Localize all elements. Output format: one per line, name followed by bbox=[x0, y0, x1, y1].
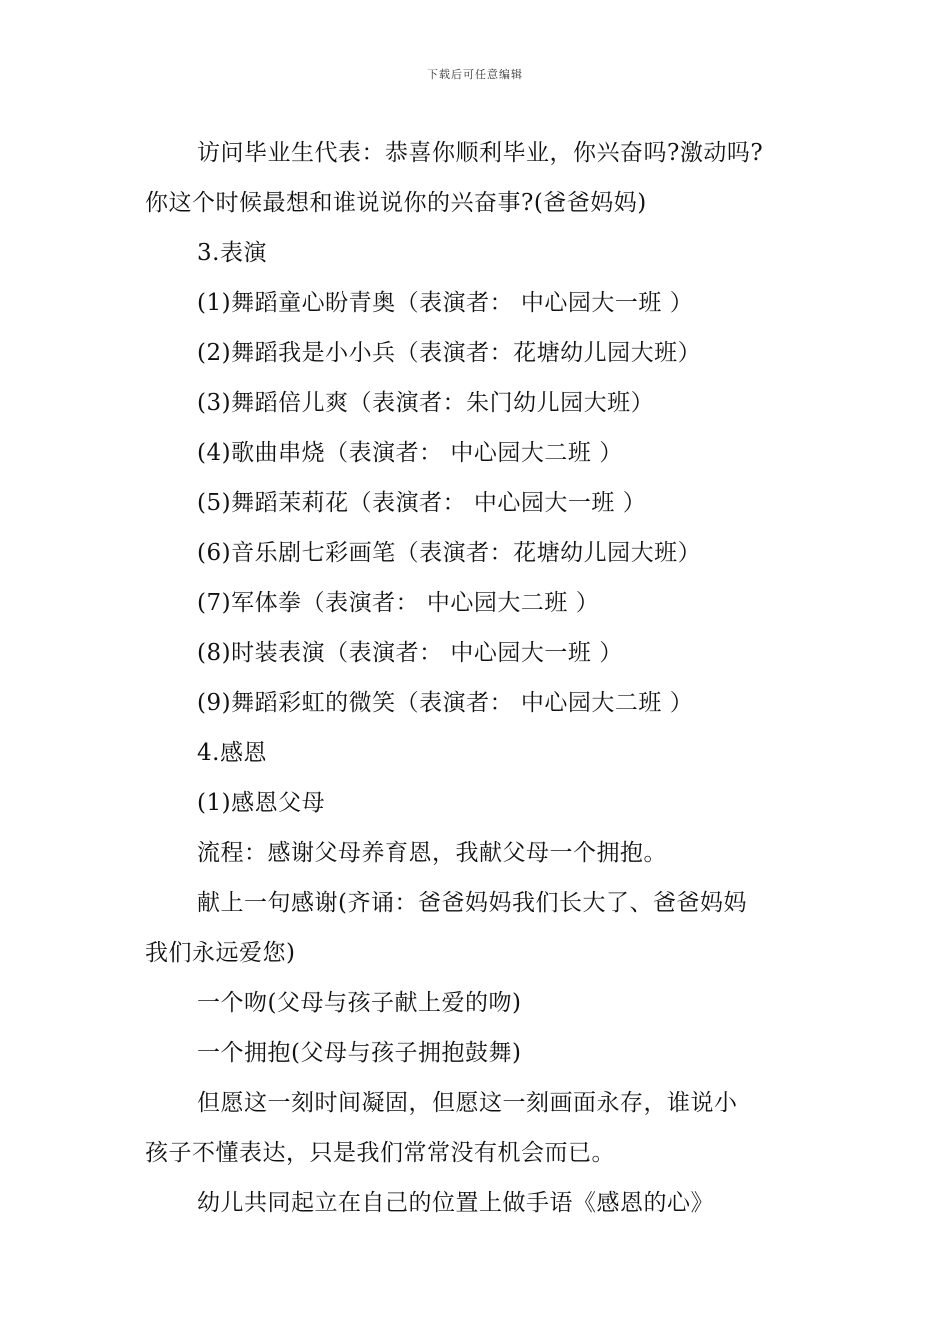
text-line: 一个拥抱(父母与孩子拥抱鼓舞) bbox=[197, 1040, 522, 1066]
text-line: (9)舞蹈彩虹的微笑（表演者： 中心园大二班 ） bbox=[197, 690, 694, 716]
text-line: (6)音乐剧七彩画笔（表演者：花塘幼儿园大班） bbox=[197, 540, 702, 566]
text-line: 一个吻(父母与孩子献上爱的吻) bbox=[197, 990, 522, 1016]
text-line: 幼儿共同起立在自己的位置上做手语《感恩的心》 bbox=[197, 1190, 714, 1216]
text-line: (1)舞蹈童心盼青奥（表演者： 中心园大一班 ） bbox=[197, 290, 694, 316]
text-line: 4.感恩 bbox=[197, 740, 267, 766]
text-line: (2)舞蹈我是小小兵（表演者：花塘幼儿园大班） bbox=[197, 340, 702, 366]
text-line: 孩子不懂表达，只是我们常常没有机会而已。 bbox=[145, 1140, 615, 1166]
text-line: (1)感恩父母 bbox=[197, 790, 326, 816]
text-line: 但愿这一刻时间凝固，但愿这一刻画面永存，谁说小 bbox=[197, 1090, 738, 1116]
page-header-note: 下载后可任意编辑 bbox=[427, 68, 523, 81]
text-line: 流程：感谢父母养育恩，我献父母一个拥抱。 bbox=[197, 840, 667, 866]
text-line: (8)时装表演（表演者： 中心园大一班 ） bbox=[197, 640, 623, 666]
text-line: (4)歌曲串烧（表演者： 中心园大二班 ） bbox=[197, 440, 623, 466]
document-body bbox=[145, 128, 815, 1228]
text-line: (7)军体拳（表演者： 中心园大二班 ） bbox=[197, 590, 600, 616]
text-line: 访问毕业生代表：恭喜你顺利毕业，你兴奋吗?激动吗? bbox=[197, 140, 764, 166]
text-line: (3)舞蹈倍儿爽（表演者：朱门幼儿园大班） bbox=[197, 390, 655, 416]
text-line: 献上一句感谢(齐诵：爸爸妈妈我们长大了、爸爸妈妈 bbox=[197, 890, 747, 916]
text-line: 3.表演 bbox=[197, 240, 267, 266]
text-line: 我们永远爱您) bbox=[145, 940, 296, 966]
text-line: (5)舞蹈茉莉花（表演者： 中心园大一班 ） bbox=[197, 490, 647, 516]
text-line: 你这个时候最想和谁说说你的兴奋事?(爸爸妈妈) bbox=[145, 190, 647, 216]
